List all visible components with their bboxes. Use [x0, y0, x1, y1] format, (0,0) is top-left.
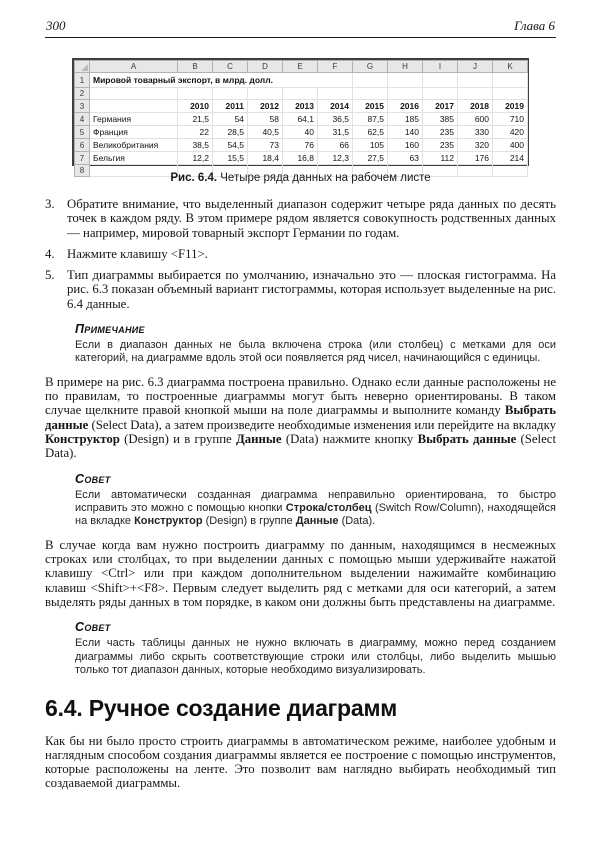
row-header: 2 [75, 88, 90, 100]
tip-block-2 [75, 620, 556, 677]
sheet-row [75, 88, 528, 100]
column-header: G [353, 61, 388, 73]
row-header: 5 [75, 126, 90, 139]
column-header: F [318, 61, 353, 73]
country-cell: Германия [90, 113, 178, 126]
row-header: 7 [75, 152, 90, 165]
value-cell: 38,5 [178, 139, 213, 152]
year-cell: 2013 [283, 100, 318, 113]
value-cell: 420 [493, 126, 528, 139]
row-header: 1 [75, 73, 90, 88]
paragraph-select-data: В примере на рис. 6.3 диаграмма построена правильно. Однако если данные расположены не по правилам, то построенные диаграммы могут быть неверно ориентированы. В таком случае щелкните правой кнопкой мыши на поле диаграммы и выполните команду Выбрать данные (Select Data), а затем произведите необходимые изменения или перейдите на вкладку Конструктор (Design) и в группе Данные (Data) нажмите кнопку Выбрать данные (Select Data). [45, 374, 557, 461]
column-header: I [423, 61, 458, 73]
sheet-cell [458, 73, 493, 88]
row-header: 4 [75, 113, 90, 126]
value-cell: 64,1 [283, 113, 318, 126]
value-cell: 15,5 [213, 152, 248, 165]
value-cell: 62,5 [353, 126, 388, 139]
value-cell: 76 [283, 139, 318, 152]
value-cell: 63 [388, 152, 423, 165]
row-header: 8 [75, 165, 90, 177]
item-number: 4. [45, 246, 55, 261]
sheet-row [75, 113, 528, 126]
list-item-5 [45, 268, 556, 311]
item-text: Обратите внимание, что выделенный диапазон содержит четыре ряда данных по десять точек в каждом ряду. В этом примере рядом является совокупность родственных данных — например, мировой товарный экспорт Германии по годам. [67, 197, 556, 240]
caption-text: Четыре ряда данных на рабочем листе [220, 172, 431, 184]
value-cell: 21,5 [178, 113, 213, 126]
country-cell: Бельгия [90, 152, 178, 165]
value-cell: 54,5 [213, 139, 248, 152]
year-cell: 2015 [353, 100, 388, 113]
year-cell: 2017 [423, 100, 458, 113]
value-cell: 140 [388, 126, 423, 139]
value-cell: 330 [458, 126, 493, 139]
column-header: A [90, 61, 178, 73]
sheet-cell [423, 88, 458, 100]
value-cell: 31,5 [318, 126, 353, 139]
value-cell: 235 [423, 126, 458, 139]
sheet-row [75, 73, 528, 88]
steps-list [45, 197, 556, 311]
value-cell: 214 [493, 152, 528, 165]
value-cell: 320 [458, 139, 493, 152]
list-item-3 [45, 197, 556, 240]
caption-label: Рис. 6.4. [170, 172, 218, 184]
country-cell: Великобритания [90, 139, 178, 152]
sheet-row [75, 139, 528, 152]
value-cell: 27,5 [353, 152, 388, 165]
item-text: Тип диаграммы выбирается по умолчанию, изначально это — плоская гистограмма. На рис. 6.3 показан объемный вариант гистограммы, которая использует выделенные на рис. 6.4 данные. [67, 268, 556, 311]
value-cell: 12,2 [178, 152, 213, 165]
item-number: 5. [45, 268, 55, 283]
row-header: 6 [75, 139, 90, 152]
value-cell: 54 [213, 113, 248, 126]
value-cell: 12,3 [318, 152, 353, 165]
value-cell: 28,5 [213, 126, 248, 139]
tip-title: Совет [75, 620, 111, 635]
tip-title: Совет [75, 471, 111, 486]
page-number: 300 [46, 18, 66, 33]
sheet-cell [178, 88, 213, 100]
sheet-cell [388, 88, 423, 100]
value-cell: 18,4 [248, 152, 283, 165]
value-cell: 235 [423, 139, 458, 152]
sheet-cell [458, 88, 493, 100]
figure-caption [72, 172, 529, 184]
sheet-row [75, 152, 528, 165]
column-header: B [178, 61, 213, 73]
tip-body: Если часть таблицы данных не нужно включать в диаграмму, можно перед созданием диаграммы либо скрыть соответствующие строки или столбцы, либо выделить мышью только тот диапазон данных, которые необходимо визуализировать. [75, 637, 556, 677]
sheet-cell [353, 73, 388, 88]
year-cell: 2018 [458, 100, 493, 113]
column-header: K [493, 61, 528, 73]
value-cell: 385 [423, 113, 458, 126]
value-cell: 185 [388, 113, 423, 126]
value-cell: 87,5 [353, 113, 388, 126]
sheet-cell [90, 88, 178, 100]
value-cell: 710 [493, 113, 528, 126]
note-title: Примечание [75, 322, 145, 337]
paragraph-noncontiguous: В случае когда вам нужно построить диаграмму по данным, находящимся в несмежных строках или столбцах, то при выделении данных с помощью мыши удерживайте нажатой клавишу <Ctrl> или при каждом дополнительном выделении нажимайте комбинацию клавиш <Shift>+<F8>. Первым следует выделить ряд с метками для оси категорий, а затем выделять ряды данных в том порядке, в каком они должны быть представлены на диаграмме. [45, 537, 556, 610]
row-header: 3 [75, 100, 90, 113]
sheet-cell [248, 88, 283, 100]
item-text: Нажмите клавишу <F11>. [67, 246, 208, 261]
country-cell: Франция [90, 126, 178, 139]
list-item-4 [45, 247, 556, 261]
sheet-cell [493, 88, 528, 100]
column-header: D [248, 61, 283, 73]
value-cell: 22 [178, 126, 213, 139]
sheet-cell [388, 73, 423, 88]
header-rule [45, 37, 556, 38]
worksheet-table [74, 60, 528, 177]
sheet-cell [493, 73, 528, 88]
value-cell: 112 [423, 152, 458, 165]
tip-block-1 [75, 472, 556, 529]
sheet-cell [90, 100, 178, 113]
sheet-cell [213, 88, 248, 100]
value-cell: 400 [493, 139, 528, 152]
column-header: J [458, 61, 493, 73]
year-cell: 2012 [248, 100, 283, 113]
year-cell: 2019 [493, 100, 528, 113]
value-cell: 160 [388, 139, 423, 152]
value-cell: 66 [318, 139, 353, 152]
value-cell: 36,5 [318, 113, 353, 126]
sheet-title-cell: Мировой товарный экспорт, в млрд. долл. [90, 73, 353, 88]
value-cell: 73 [248, 139, 283, 152]
spreadsheet-screenshot [72, 58, 529, 175]
year-cell: 2010 [178, 100, 213, 113]
value-cell: 600 [458, 113, 493, 126]
column-header-row [75, 61, 528, 73]
value-cell: 40 [283, 126, 318, 139]
figure [72, 58, 529, 184]
section-heading: 6.4. Ручное создание диаграмм [45, 694, 398, 721]
year-cell: 2016 [388, 100, 423, 113]
sheet-row [75, 100, 528, 113]
column-header: C [213, 61, 248, 73]
chapter-title: Глава 6 [514, 18, 555, 33]
sheet-cell [423, 73, 458, 88]
intro-paragraph: Как бы ни было просто строить диаграммы в автоматическом режиме, наиболее удобным и наглядным способом создания диаграммы является ее построение с помощью инструментов, которые расположены на ленте. Это позволит вам наглядно выбирать необходимый тип создаваемой диаграммы. [45, 733, 556, 791]
year-cell: 2014 [318, 100, 353, 113]
column-header: H [388, 61, 423, 73]
value-cell: 40,5 [248, 126, 283, 139]
note-body: Если в диапазон данных не была включена строка (или столбец) с метками для оси категорий, на диаграмме вдоль этой оси появляется ряд чисел, начинающийся с единицы. [75, 339, 556, 365]
item-number: 3. [45, 197, 55, 211]
value-cell: 16,8 [283, 152, 318, 165]
running-head [45, 18, 556, 37]
select-all-corner [75, 61, 90, 73]
sheet-row [75, 126, 528, 139]
column-header: E [283, 61, 318, 73]
value-cell: 58 [248, 113, 283, 126]
corner-triangle-icon [81, 64, 88, 71]
sheet-cell [283, 88, 318, 100]
value-cell: 105 [353, 139, 388, 152]
sheet-cell [353, 88, 388, 100]
tip-body: Если автоматически созданная диаграмма неправильно ориентирована, то быстро исправить это можно с помощью кнопки Строка/столбец (Switch Row/Column), находящейся на вкладке Конструктор (Design) в группе Данные (Data). [75, 488, 556, 528]
year-cell: 2011 [213, 100, 248, 113]
value-cell: 176 [458, 152, 493, 165]
note-block [75, 322, 556, 366]
sheet-cell [318, 88, 353, 100]
